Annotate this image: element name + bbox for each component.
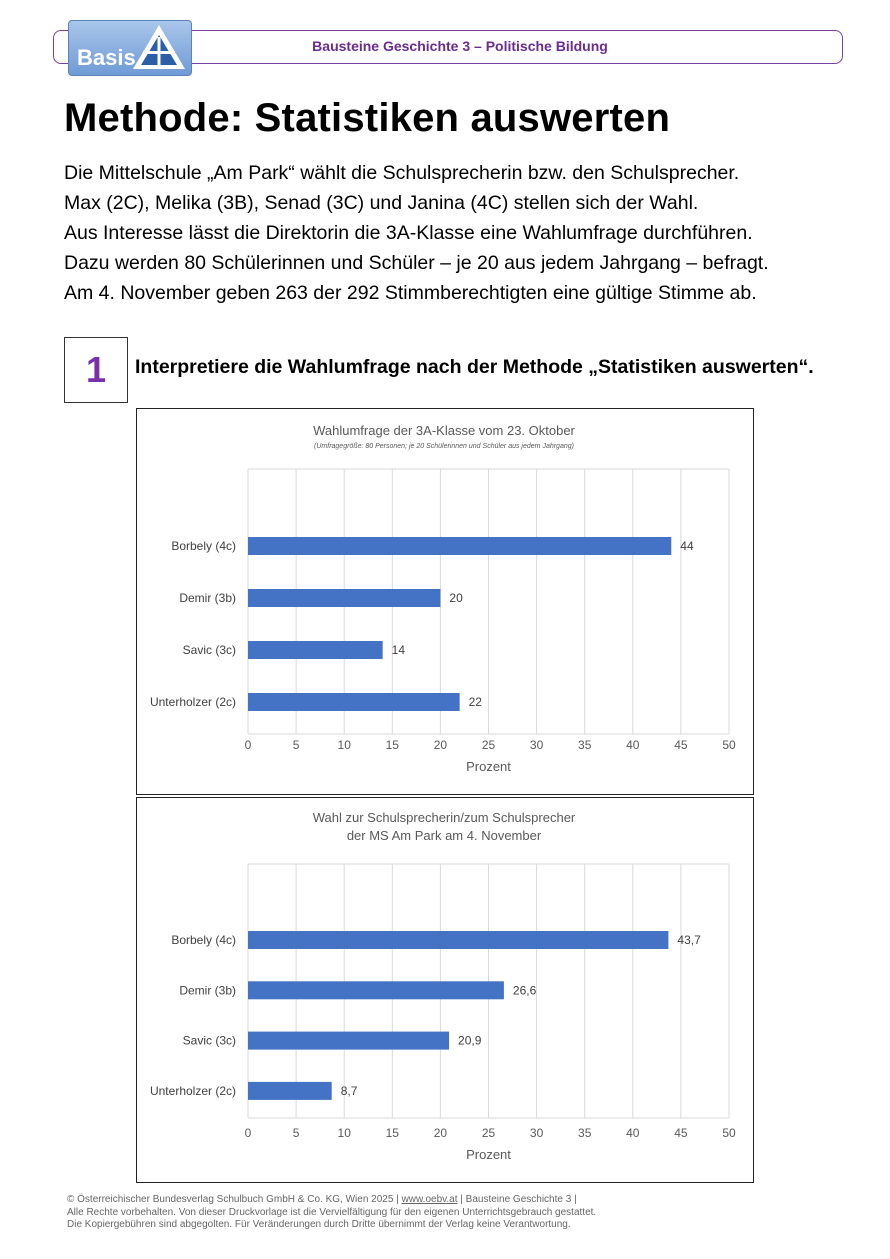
bar [248,537,671,555]
intro-line: Max (2C), Melika (3B), Senad (3C) und Janina (4C) stellen sich der Wahl. [64,192,699,214]
bar [248,1032,449,1050]
intro-line: Am 4. November geben 263 der 292 Stimmberechtigten eine gültige Stimme ab. [64,282,757,304]
data-label: 20 [449,591,463,605]
x-tick-label: 30 [529,738,544,752]
category-label: Demir (3b) [179,591,236,605]
footer-line2: Alle Rechte vorbehalten. Von dieser Druckvorlage ist die Vervielfältigung für den eigenen Unterrichtsgebrauch gestattet. [67,1206,597,1218]
x-tick-label: 50 [722,738,736,752]
category-label: Borbely (4c) [171,933,236,947]
x-tick-label: 0 [244,1126,252,1140]
x-tick-label: 40 [626,1126,640,1140]
x-tick-label: 30 [529,1126,544,1140]
category-label: Unterholzer (2c) [149,695,236,709]
data-label: 43,7 [677,933,701,947]
x-tick-label: 35 [578,1126,592,1140]
category-label: Savic (3c) [182,643,236,657]
chart-survey [137,409,752,793]
x-tick-label: 40 [626,738,640,752]
footer-line1-prefix: © Österreichischer Bundesverlag Schulbuch GmbH & Co. KG, Wien 2025 | [67,1194,402,1205]
x-tick-label: 25 [481,1126,496,1140]
x-tick-label: 15 [385,1126,399,1140]
x-tick-label: 15 [385,738,399,752]
basis-logo [68,20,192,76]
series-title: Bausteine Geschichte 3 – Politische Bildung [312,38,608,54]
triangle-logo-icon [133,23,189,73]
category-label: Borbely (4c) [171,539,236,553]
x-tick-label: 10 [337,1126,351,1140]
x-tick-label: 0 [244,738,252,752]
x-axis-label: Prozent [466,1147,511,1162]
x-axis-label: Prozent [466,759,511,774]
intro-text [64,158,844,308]
page-title: Methode: Statistiken auswerten [64,96,671,140]
chart-subtitle: (Umfragegröße: 80 Personen; je 20 Schülerinnen und Schüler aus jedem Jahrgang) [314,443,574,450]
x-tick-label: 5 [292,1126,300,1140]
data-label: 20,9 [458,1033,482,1048]
bar [248,1082,332,1100]
bar [248,931,668,949]
data-label: 26,6 [512,983,537,998]
x-tick-label: 50 [722,1126,736,1140]
data-label: 8,7 [340,1083,358,1098]
x-tick-label: 20 [433,738,448,752]
chart-title: Wahlumfrage der 3A-Klasse vom 23. Oktober [313,423,575,438]
footer-line3: Die Kopiergebühren sind abgegolten. Für Veränderungen durch Dritte übernimmt der Verlag keine Verantwortung. [67,1219,571,1230]
data-label: 14 [391,643,406,657]
chart-title-line2: der MS Am Park am 4. November [346,828,542,843]
logo-text: Basis [77,45,136,70]
chart-election-frame [136,797,754,1183]
x-tick-label: 5 [292,738,300,752]
intro-line: Aus Interesse lässt die Direktorin die 3A-Klasse eine Wahlumfrage durchführen. [64,222,753,244]
data-label: 22 [468,695,482,709]
x-tick-label: 25 [481,738,496,752]
intro-line: Die Mittelschule „Am Park“ wählt die Schulsprecherin bzw. den Schulsprecher. [64,162,740,184]
data-label: 44 [680,539,694,553]
chart-title: Wahl zur Schulsprecherin/zum Schulsprecher [312,810,576,825]
x-tick-label: 45 [674,1126,688,1140]
x-tick-label: 35 [578,738,592,752]
task-instruction: Interpretiere die Wahlumfrage nach der Methode „Statistiken auswerten“. [135,356,814,378]
chart-survey-frame [136,408,754,795]
task-number-box: 1 [64,337,128,403]
bar [248,641,383,659]
bar [248,693,460,711]
footer-line1-suffix: | Bausteine Geschichte 3 | [457,1194,577,1205]
category-label: Savic (3c) [182,1033,236,1048]
x-tick-label: 20 [433,1126,448,1140]
bar [248,589,440,607]
bar [248,981,504,999]
category-label: Unterholzer (2c) [149,1083,236,1098]
chart-election [137,798,752,1181]
x-tick-label: 10 [337,738,351,752]
copyright-footer [67,1194,596,1232]
publisher-link[interactable]: www.oebv.at [401,1194,458,1205]
category-label: Demir (3b) [179,983,236,998]
x-tick-label: 45 [674,738,688,752]
intro-line: Dazu werden 80 Schülerinnen und Schüler – je 20 aus jedem Jahrgang – befragt. [64,252,769,274]
